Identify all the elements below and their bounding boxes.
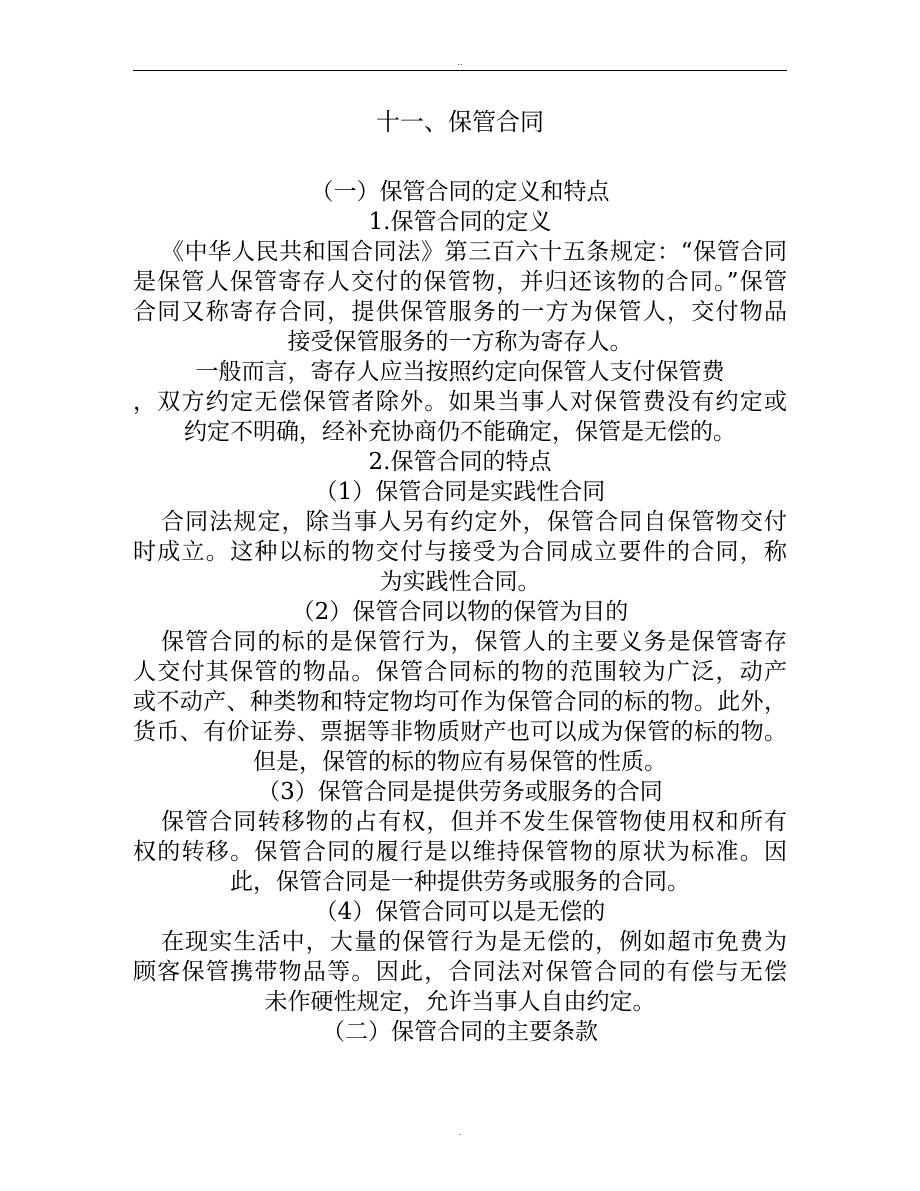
document-body (133, 107, 787, 1047)
text-line: 约定不明确，经补充协商仍不能确定，保管是无偿的。 (184, 419, 736, 445)
text-line: （二）保管合同的主要条款 (322, 1019, 598, 1045)
text-line: 1.保管合同的定义 (368, 209, 552, 235)
text-line: 或不动产、种类物和特定物均可作为保管合同的标的物。此外， (133, 689, 787, 715)
section-title: 十一、保管合同 (376, 108, 544, 136)
text-line: 但是，保管的标的物应有易保管的性质。 (253, 749, 667, 775)
paragraph-lines (133, 177, 787, 1047)
text-line: 2.保管合同的特点 (368, 449, 552, 475)
text-line: 合同又称寄存合同，提供保管服务的一方为保管人，交付物品 (133, 299, 787, 325)
text-line: （3）保管合同是提供劳务或服务的合同 (257, 779, 663, 805)
text-line: 保管合同的标的是保管行为，保管人的主要义务是保管寄存 (161, 629, 787, 655)
header-rule (133, 70, 787, 71)
text-line: ，双方约定无偿保管者除外。如果当事人对保管费没有约定或 (133, 389, 787, 415)
text-line: 顾客保管携带物品等。因此，合同法对保管合同的有偿与无偿 (133, 959, 787, 985)
text-line: 是保管人保管寄存人交付的保管物，并归还该物的合同。”保管 (133, 269, 787, 295)
text-line: 权的转移。保管合同的履行是以维持保管物的原状为标准。因 (133, 839, 787, 865)
text-line: 接受保管服务的一方称为寄存人。 (287, 329, 633, 355)
text-line: 一般而言，寄存人应当按照约定向保管人支付保管费 (195, 359, 725, 385)
text-line: 未作硬性规定，允许当事人自由约定。 (264, 989, 656, 1015)
text-line: （4）保管合同可以是无偿的 (314, 899, 606, 925)
text-line: （一）保管合同的定义和特点 (310, 179, 610, 205)
text-line: 《中华人民共和国合同法》第三百六十五条规定：“保管合同 (161, 239, 787, 265)
text-line: 为实践性合同。 (379, 569, 541, 595)
header-mark: .. (457, 58, 463, 67)
text-line: 此，保管合同是一种提供劳务或服务的合同。 (230, 869, 690, 895)
text-line: 时成立。这种以标的物交付与接受为合同成立要件的合同，称 (133, 539, 787, 565)
text-line: 货币、有价证券、票据等非物质财产也可以成为保管的标的物。 (133, 719, 787, 745)
text-line: 合同法规定，除当事人另有约定外，保管合同自保管物交付 (161, 509, 787, 535)
text-line: 人交付其保管的物品。保管合同标的物的范围较为广泛，动产 (133, 659, 787, 685)
text-line: （1）保管合同是实践性合同 (314, 479, 606, 505)
footer-mark: . (458, 1128, 462, 1137)
text-line: 在现实生活中，大量的保管行为是无偿的，例如超市免费为 (161, 929, 787, 955)
text-line: 保管合同转移物的占有权，但并不发生保管物使用权和所有 (161, 809, 787, 835)
text-line: （2）保管合同以物的保管为目的 (291, 599, 629, 625)
